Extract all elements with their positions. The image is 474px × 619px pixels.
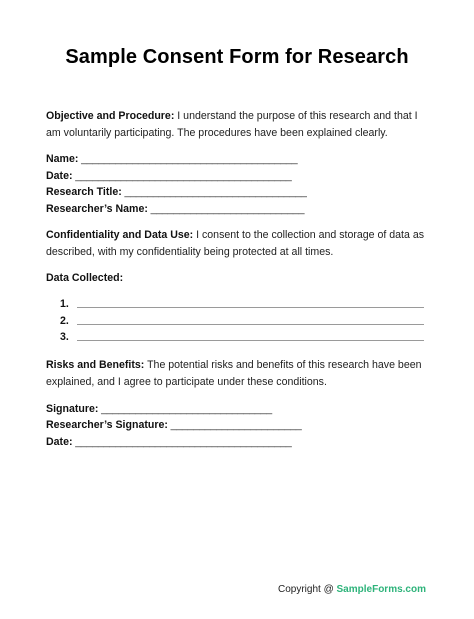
researcher-name-line[interactable]: ___________________________ xyxy=(147,203,305,215)
objective-text: I understand the purpose of this research and that I am voluntarily participating. The procedures have been explained clearly. xyxy=(46,110,418,139)
researcher-signature-line[interactable]: _______________________ xyxy=(167,419,302,431)
date-line-top[interactable]: ______________________________________ xyxy=(72,170,292,182)
name-label: Name: xyxy=(46,153,79,165)
risks-text: The potential risks and benefits of this research have been explained, and I agree to participate under these conditions. xyxy=(46,359,422,388)
date-label-top: Date: xyxy=(46,170,73,182)
research-title-line[interactable]: ________________________________ xyxy=(121,186,307,198)
date-field-bottom[interactable] xyxy=(46,435,292,449)
blank-line[interactable] xyxy=(77,340,424,341)
signature-field[interactable] xyxy=(46,402,272,416)
researcher-signature-label: Researcher’s Signature: xyxy=(46,419,168,431)
research-title-field[interactable] xyxy=(46,185,307,199)
risks-paragraph xyxy=(46,357,428,390)
blank-line[interactable] xyxy=(77,324,424,325)
researcher-name-label: Researcher’s Name: xyxy=(46,203,148,215)
confidentiality-text: I consent to the collection and storage of data as described, with my confidentiality being protected at all times. xyxy=(46,229,425,258)
data-collected-item[interactable] xyxy=(60,331,424,345)
list-number: 2. xyxy=(60,315,69,327)
research-title-label: Research Title: xyxy=(46,186,122,198)
researcher-name-field[interactable] xyxy=(46,202,304,216)
date-field-top[interactable] xyxy=(46,169,292,183)
page-title: Sample Consent Form for Research xyxy=(65,46,409,68)
data-collected-item[interactable] xyxy=(60,315,424,329)
copyright-prefix: Copyright @ xyxy=(278,584,337,595)
data-collected-item[interactable] xyxy=(60,298,424,312)
objective-label: Objective and Procedure: xyxy=(46,110,175,122)
date-line-bottom[interactable]: ______________________________________ xyxy=(72,436,292,448)
confidentiality-label: Confidentiality and Data Use: xyxy=(46,229,194,241)
list-number: 3. xyxy=(60,331,69,343)
blank-line[interactable] xyxy=(77,307,424,308)
risks-label: Risks and Benefits: xyxy=(46,359,145,371)
list-number: 1. xyxy=(60,298,69,310)
signature-line[interactable]: ______________________________ xyxy=(98,403,272,415)
data-collected-heading: Data Collected: xyxy=(46,272,124,284)
brand-link[interactable]: SampleForms.com xyxy=(336,584,426,595)
copyright-footer xyxy=(278,584,426,595)
researcher-signature-field[interactable] xyxy=(46,418,302,432)
name-line[interactable]: ______________________________________ xyxy=(78,153,298,165)
name-field[interactable] xyxy=(46,152,297,166)
objective-paragraph xyxy=(46,108,428,141)
date-label-bottom: Date: xyxy=(46,436,73,448)
signature-label: Signature: xyxy=(46,403,99,415)
confidentiality-paragraph xyxy=(46,227,428,260)
